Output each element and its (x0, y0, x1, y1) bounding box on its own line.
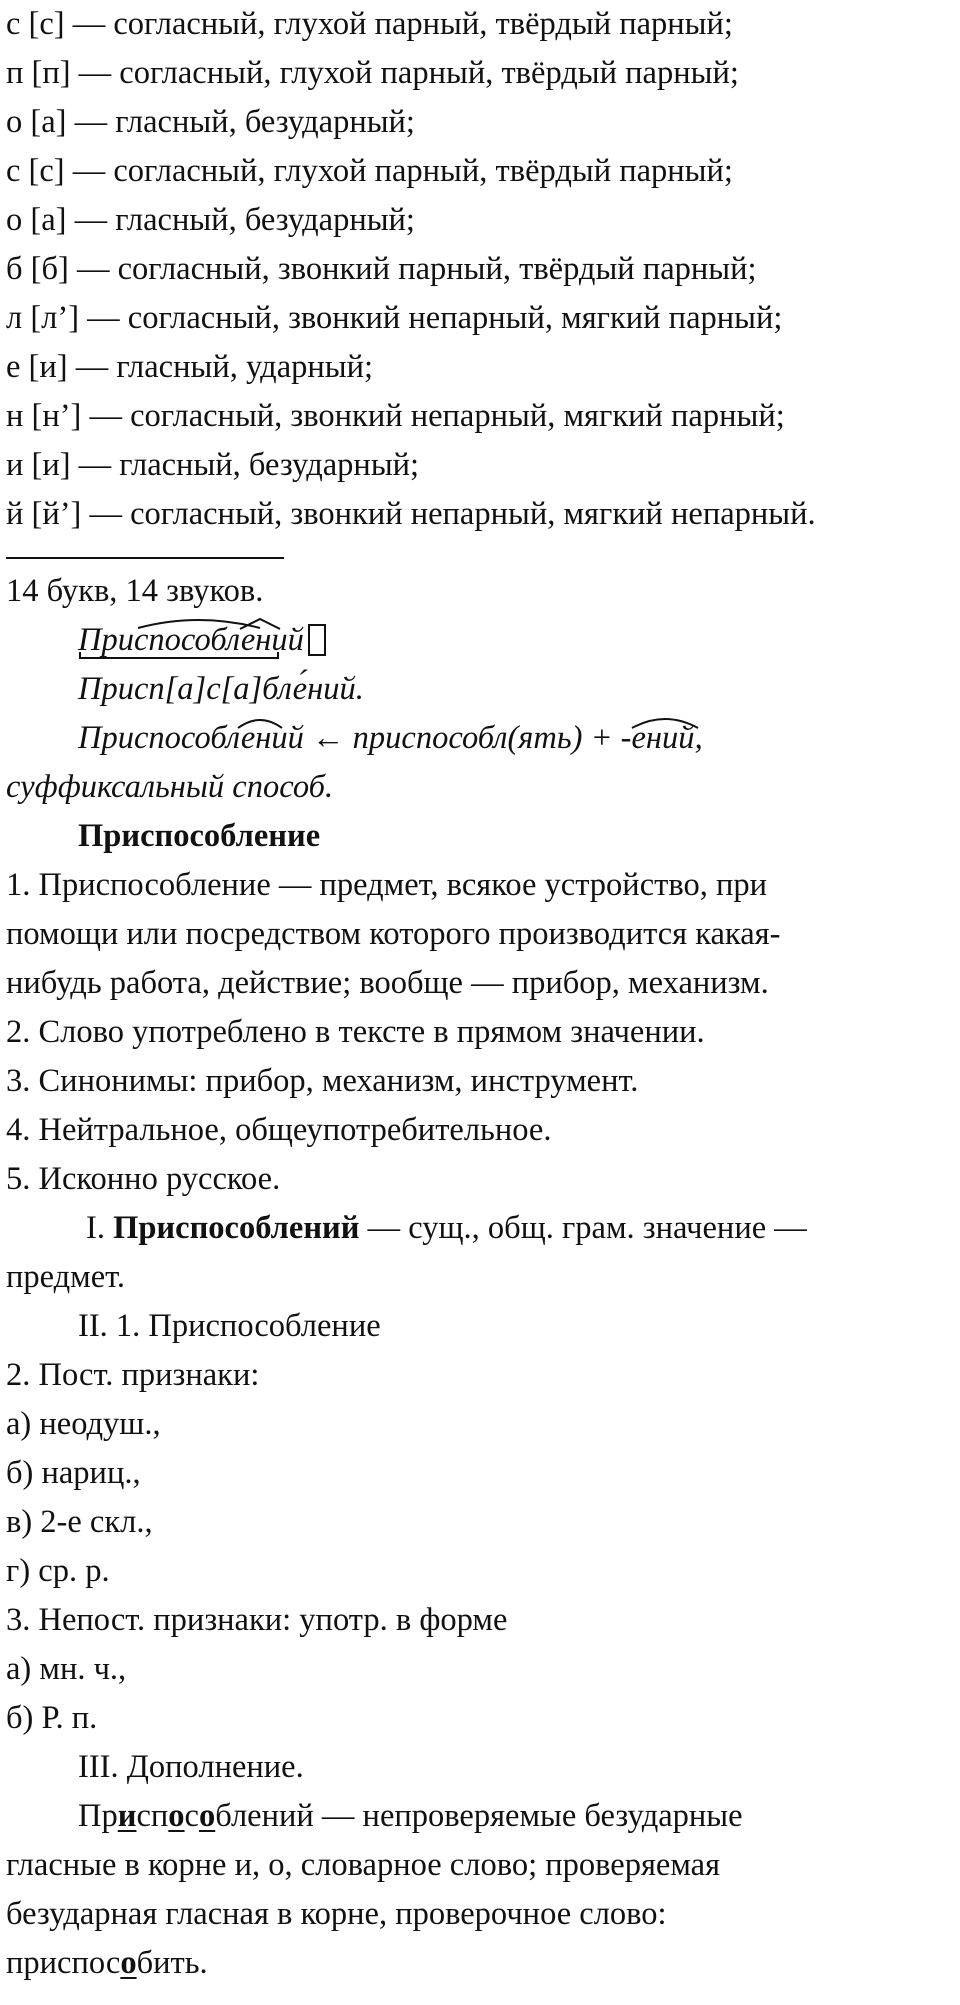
spelling-line: Приспособлений — непроверяемые безударные (78, 1798, 743, 1834)
lexical-line: 3. Синонимы: прибор, механизм, инструмент. (6, 1063, 639, 1099)
lexical-heading: Приспособление (78, 818, 321, 854)
lexical-line: нибудь работа, действие; вообще — прибор, механизм. (6, 965, 769, 1001)
phonetic-line: б [б] — согласный, звонкий парный, твёрдый парный; (6, 251, 757, 287)
morpheme-marks (78, 616, 338, 665)
phonetic-line: й [й’] — согласный, звонкий непарный, мягкий непарный. (6, 496, 816, 532)
phonetic-line: п [п] — согласный, глухой парный, твёрдый парный; (6, 55, 739, 91)
lexical-line: 1. Приспособление — предмет, всякое устройство, при (6, 867, 767, 903)
spelling-line: безударная гласная в корне, проверочное слово: (6, 1896, 667, 1932)
morph-feature-line: а) мн. ч., (6, 1651, 127, 1687)
morph-feature-line: а) неодуш., (6, 1406, 161, 1442)
document-page (6, 0, 946, 1988)
stem-bracket (80, 652, 278, 658)
morphemic-word-text: Приспособлений (78, 622, 304, 658)
phonetic-line: л [л’] — согласный, звонкий непарный, мягкий парный; (6, 300, 783, 336)
phonetic-line: о [а] — гласный, безударный; (6, 104, 415, 140)
lexical-line: 5. Исконно русское. (6, 1161, 281, 1197)
lexical-line: 2. Слово употреблено в тексте в прямом значении. (6, 1014, 705, 1050)
phonetic-line: е [и] — гласный, ударный; (6, 349, 374, 385)
morphemic-word-line (6, 616, 946, 665)
word-formation-line: Приспособлений ← приспособл(ять) + -ений , (6, 714, 946, 763)
highlighted-vowel: о (168, 1798, 185, 1834)
morph-part1: I. Приспособлений — сущ., общ. грам. значение — (86, 1210, 807, 1246)
phonetic-line: с [с] — согласный, глухой парный, твёрдый парный; (6, 6, 733, 42)
phonetic-line: о [а] — гласный, безударный; (6, 202, 415, 238)
separator-rule (6, 557, 284, 559)
letter-sound-count: 14 букв, 14 звуков. (6, 573, 264, 609)
morph-feature-line: б) Р. п. (6, 1700, 98, 1736)
highlighted-vowel: и (117, 1798, 137, 1834)
phonetic-line: и [и] — гласный, безударный; (6, 447, 420, 483)
morph-feature-line: в) 2-е скл., (6, 1504, 153, 1540)
morph-part2-heading: II. 1. Приспособление (78, 1308, 381, 1344)
transcription-line: Присп[а]с[а]бле́ний. (78, 671, 364, 707)
morph-feature-line: г) ср. р. (6, 1553, 110, 1589)
formation-method: суффиксальный способ. (6, 769, 334, 805)
morph-feature-line: 2. Пост. признаки: (6, 1357, 260, 1393)
formation-suffix-arc (78, 714, 338, 763)
phonetic-line: с [с] — согласный, глухой парный, твёрдый парный; (6, 153, 733, 189)
lexical-line: 4. Нейтральное, общеупотребительное. (6, 1112, 552, 1148)
morph-part3: III. Дополнение. (78, 1749, 304, 1785)
morph-feature-line: 3. Непост. признаки: употр. в форме (6, 1602, 508, 1638)
formation-source: ← приспособл(ять) + - (303, 720, 632, 756)
spelling-line: гласные в корне и, о, словарное слово; проверяемая (6, 1847, 721, 1883)
formation-word: Приспособлений (78, 714, 304, 763)
morph-feature-line: б) нариц., (6, 1455, 141, 1491)
phonetic-line: н [н’] — согласный, звонкий непарный, мягкий парный; (6, 398, 785, 434)
check-word-line: приспособить. (6, 1945, 208, 1981)
highlighted-vowel: о (198, 1798, 216, 1834)
morphemic-word (78, 616, 304, 665)
root-arc (138, 620, 260, 628)
morph-part1-cont: предмет. (6, 1259, 126, 1295)
formation-suffix: ений (632, 714, 695, 763)
lexical-line: помощи или посредством которого производится какая- (6, 916, 781, 952)
highlighted-vowel: о (120, 1945, 137, 1981)
phonetic-list (6, 0, 946, 539)
